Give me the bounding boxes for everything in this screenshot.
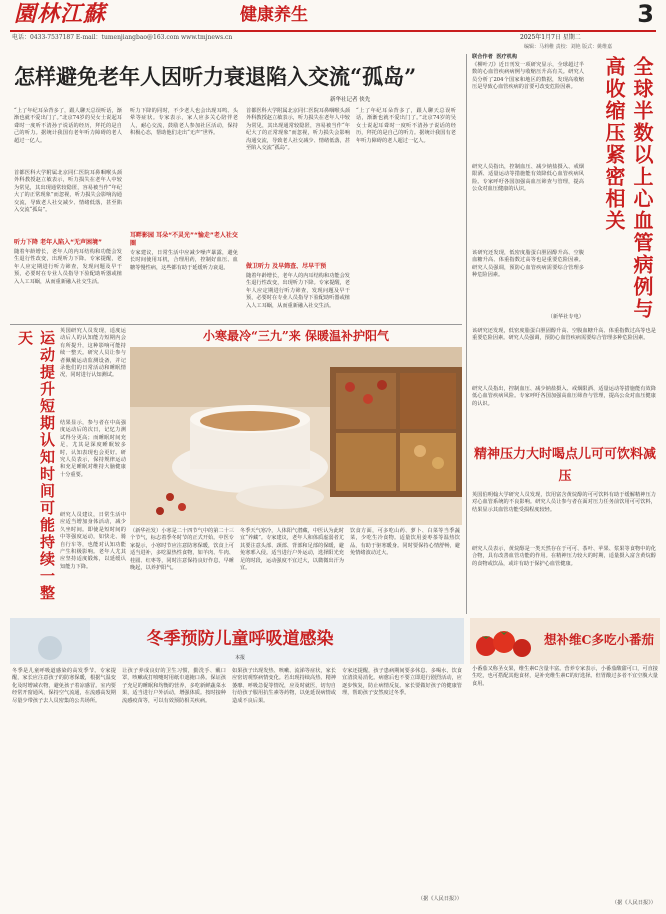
contact-line: 电话：0433-7537187 E-mail：tumenjiangbao@163.com www.tmjnews.cn (12, 34, 233, 41)
right-body-5: 研究人员表示，黄烷醇是一类天然存在于可可、茶叶、苹果、浆果等食物中的化合物，具有改善血管功能的作用。在精神压力较大的时期，适量摄入富含黄烷醇的食物或饮品，或许有助于保护心血管健康。 (472, 546, 656, 567)
side-body-2: 结果显示，参与者在中高强度运动后的次日，记忆力测试得分更高；而睡眠时间充足，尤其是深度睡眠较多时，认知表现也会更好。研究人员表示，保持规律运动和充足睡眠对维持大脑健康十分重要。 (60, 420, 126, 478)
right-source-line: 联合作者 医疗机构 (472, 54, 519, 60)
bottom-body-3: 如果孩子出现发热、咳嗽、流涕等症状，家长应密切观察病情变化。若出现持续高热、精神萎靡、呼吸急促等情况，应及时就医，切勿自行给孩子服用抗生素等药物，以免延误病情或造成不良后果。 (232, 668, 336, 704)
issue-date: 2025年1月7日 星期二 (520, 34, 581, 41)
tomato-illustration (470, 618, 540, 664)
right-column-divider (466, 54, 467, 614)
side-vertical-headline: 运动提升短期认知时间可能持续一整天 (16, 330, 56, 602)
lead-subhead-1: 听力下降 老年人陷入“无声困境” (14, 239, 102, 246)
lead-body-col4: “上了年纪耳朵背多了，跟人聊天总误听话，渐渐也就不爱出门了。”北京74岁的吴女士说起耳聋时一度听不清孙子说话的经历，拜托的是自己的听力。据统计我国有老年听力障碍的老人超过一亿人。 (356, 108, 456, 144)
tomato-body: 小番茄又称圣女果，维生素C含量丰富。营养专家表示，小番茄酸甜可口，可直接生吃，也可搭配其他食材，是补充维生素C的好选择。但胃酸过多者不宜空腹大量食用。 (472, 666, 658, 687)
bottom-body-1: 冬季是儿童呼吸道感染的高发季节。专家提醒，家长应注意孩子的防寒保暖，根据气温变化及时增减衣物，避免孩子着凉感冒。室内要经常开窗通风，保持空气流通，在流感高发期尽量少带孩子去人员密集的公共场所。 (12, 668, 116, 704)
bottom-body-4: 专家还提醒，孩子患病期间要多休息、多喝水，饮食宜清淡易消化。病愈后也不要立即进行剧烈活动，应逐步恢复，防止病情反复。家长要做好孩子的健康管理，帮助孩子安然度过冬季。 (342, 668, 462, 697)
editors-line: 编辑：马莉稚 责校：刘艳 版式：姚维嘉 (524, 44, 613, 50)
lead-body-col1-b: 首都医科大学附属北京同仁医院耳鼻咽喉头颈外科教授赵立敏表示，听力损失在老年人中较为常见，其出现通常较隐匿，容易被当作“年纪大了的正常现象”而忽视，听力损失会影响沟通交流，导致老人社交减少、情绪低落，甚至陷入交流“孤岛”。 (14, 170, 122, 214)
lead-body-col2-b: 专家建议，日常生活中应减少噪声暴露，避免长时间使用耳机，合理用药，控制好血压、血糖等慢性病，这些都有助于延缓听力衰退。 (130, 250, 238, 271)
side-body-3: 研究人员建议，日常生活中应适当增加身体活动，减少久坐时间。即使是短时间的中等强度运动，如快走、骑自行车等，也能对认知功能产生积极影响。老年人尤其应坚持适度锻炼，以延缓认知能力下降。 (60, 512, 126, 570)
lead-body-col3-a: 首都医科大学附属北京同仁医院耳鼻咽喉头颈外科教授赵立敏表示，听力损失在老年人中较为常见，其出现通常较隐匿，容易被当作“年纪大了的正常现象”而忽视，听力损失会影响沟通交流，导致老人社交减少、情绪低落，甚至陷入交流“孤岛”。 (246, 108, 350, 152)
masthead-rule (10, 30, 656, 32)
bottom-banner (10, 618, 464, 664)
lead-body-col1-c: 随着年龄增长，老年人的内耳结构和功能会发生退行性改变，出现听力下降。专家提醒，老年人应定期进行听力筛查，发现问题及早干预，必要时在专业人员指导下验配助听器或植入人工耳蜗，从而重新融入社交生活。 (14, 249, 122, 285)
photo-herbal-soup (130, 347, 462, 525)
tomato-banner (470, 618, 660, 664)
lead-story (10, 52, 460, 322)
right-subheadline: 精神压力大时喝点儿可可饮料减压 (474, 447, 657, 484)
tomato-banner-title: 想补维C多吃小番茄 (544, 632, 654, 647)
right-credit: （新华社专电） (547, 314, 584, 320)
right-body-2: 研究人员指出，控制血压、减少钠盐摄入、戒烟限酒、适量运动等措施能有效降低心血管疾病风险。专家呼吁各国加强高血压筛查与管理，提高公众对血压健康的认识。 (472, 164, 584, 193)
photo-block (130, 327, 462, 525)
side-body-1: 英国研究人员发现，适度运动后人的认知能力短期内会有所提升，这种影响可能持续一整天。研究人员让参与者佩戴运动监测设备，并记录他们的日常活动和睡眠情况，同时进行认知测试。 (60, 328, 126, 379)
side-top-rule (10, 324, 462, 325)
photo-caption-body: （新华社发）小寒是二十四节气中的第二十三个节气，标志着季冬时节的正式开始。中医专家提示，小寒时节应注意防寒保暖，饮食上可适当进补，多吃温热性食物，如羊肉、牛肉、桂圆、红枣等，同时注意保持良好作息，早睡晚起，以养护阳气。 (130, 528, 234, 572)
photo-caption-title: 小寒最冷“三九”来 保暖温补护阳气 (203, 329, 389, 343)
lead-subhead-3: 做卫听力 及早筛查、尽早干预 (246, 263, 327, 270)
photo-body-2: 冬季天气寒冷，人体阳气潜藏，中医认为此时宜“养藏”。专家建议，老年人和体质虚弱者尤其要注意头部、颈部、背部和足部的保暖，避免寒邪入侵。适当进行户外运动，选择阳光充足的时段，运动强度不宜过大，以微微出汗为宜。 (240, 528, 344, 572)
lead-body-col2-a: 听力下降的同时，不少老人也会出现耳鸣、头晕等症状。专家表示，家人应多关心陪伴老人，耐心交流，鼓励老人参加社区活动，保持积极心态，帮助他们走出“无声”世界。 (130, 108, 238, 137)
page-number: 3 (637, 0, 654, 28)
photo-body-3: 饮食方面，可多吃山药、萝卜、白菜等当季蔬菜，少吃生冷食物。适量饮用姜枣茶等温热饮品，有助于驱寒暖身。同时要保持心情舒畅，避免情绪波动过大。 (350, 528, 460, 557)
masthead (0, 0, 666, 50)
section-title: 健康养生 (240, 5, 308, 25)
right-column (470, 52, 660, 617)
bottom-headline: 冬季预防儿童呼吸道感染 (146, 629, 334, 649)
right-credit-2: （据《人民日报》） (611, 900, 656, 906)
right-body-4: 英国伯明翰大学研究人员发现，饮用富含黄烷醇的可可饮料有助于缓解精神压力对心血管系统的不良影响。研究人员让参与者在面对压力任务前饮用可可饮料，结果显示其血管功能受损程度较轻。 (472, 492, 656, 513)
bottom-body-2: 让孩子养成良好的卫生习惯，勤洗手、戴口罩，咳嗽或打喷嚏时用纸巾遮掩口鼻。保证孩子充足的睡眠和均衡的营养，多吃新鲜蔬菜水果，适当进行户外活动，增强体质。按时接种流感疫苗等，可以有效预防相关疾病。 (122, 668, 226, 704)
lead-body-col3-b: 随着年龄增长，老年人的内耳结构和功能会发生退行性改变，出现听力下降。专家提醒，老年人应定期进行听力筛查，发现问题及早干预，必要时在专业人员指导下验配助听器或植入人工耳蜗，从而重新融入社交生活。 (246, 273, 350, 309)
lead-subhead-2: 耳畔影园 耳朵“不灵光”“愉走”老人社交圈 (130, 232, 238, 247)
bottom-credit: （据《人民日报》） (417, 896, 462, 902)
newspaper-logo: 園林江蘇 (14, 2, 107, 27)
lead-body-col1-a: “上了年纪耳朵背多了，跟人聊天总误听话，渐渐也就不爱出门了。”北京74岁的吴女士说起耳聋时一度听不清孙子说话的经历，拜托的是自己的听力。据统计我国有老年听力障碍的老人超过一亿人。 (14, 108, 122, 144)
lead-byline: 新华社记者 侠先 (330, 97, 371, 103)
right-body-3: 该研究还发现，低密度脂蛋白胆固醇升高、空腹血糖升高、体重指数过高等也是重要危险因素。研究人员强调，预防心血管疾病需要综合管理多种危险因素。 (472, 250, 584, 279)
right-body-2b: 研究人员指出，控制血压、减少钠盐摄入、戒烟限酒、适量运动等措施能有效降低心血管疾病风险。专家呼吁各国加强高血压筛查与管理，提高公众对血压健康的认识。 (472, 386, 656, 407)
right-body-3b: 该研究还发现，低密度脂蛋白胆固醇升高、空腹血糖升高、体重指数过高等也是重要危险因素。研究人员强调，预防心血管疾病需要综合管理多种危险因素。 (472, 328, 656, 342)
right-body-1: 《柳叶刀》近日刊发一项研究显示，全球超过半数的心血管疾病病例与收缩压升高有关。研究人员分析了204个国家和地区的数据，发现高收缩压是导致心血管疾病的首要可改变危险因素。 (472, 62, 584, 91)
bottom-byline: 本报 (234, 655, 245, 661)
right-vertical-headline: 全球半数以上心血管病例与高收缩压紧密相关 (602, 56, 654, 320)
lead-headline: 怎样避免老年人因听力衰退陷入交流“孤岛” (14, 64, 417, 89)
